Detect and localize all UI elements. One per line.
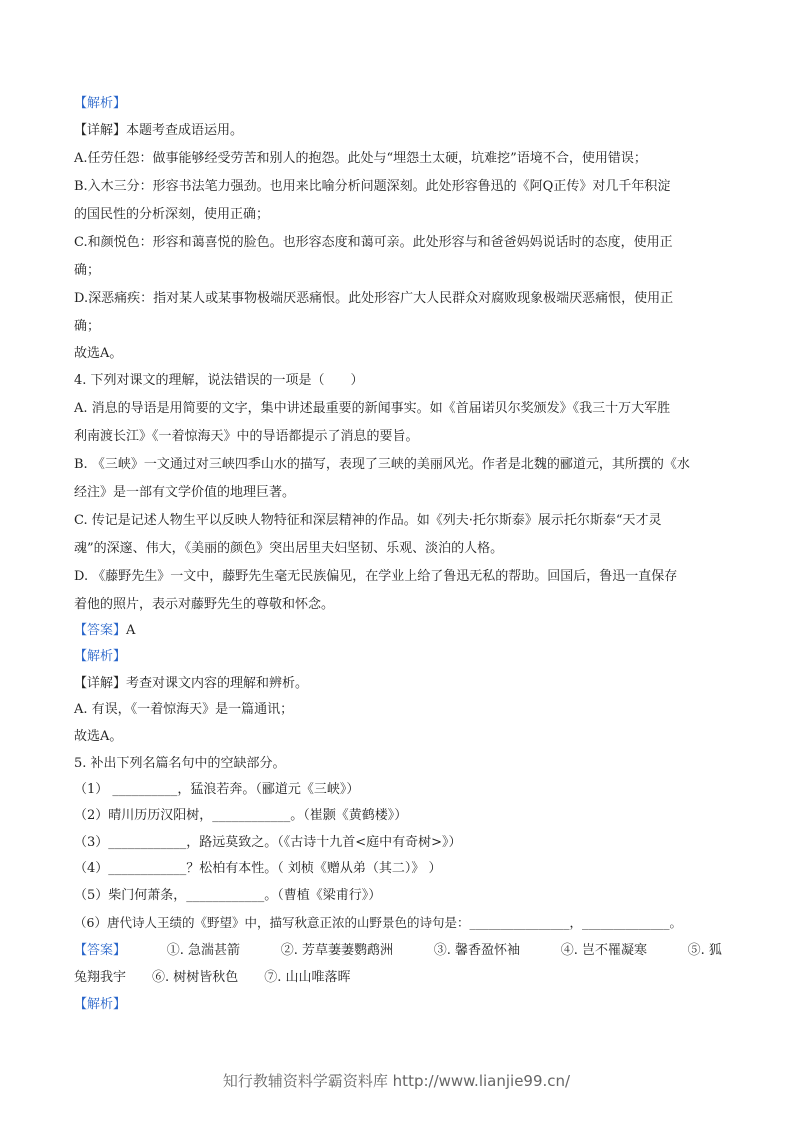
q5-item-6: （6）唐代诗人王绩的《野望》中，描写秋意正浓的山野景色的诗句是：________________，______________。 xyxy=(74,915,682,930)
option-b-cont: 的国民性的分析深刻，使用正确； xyxy=(74,207,270,222)
q4-option-b-cont: 经注》是一部有文学价值的地理巨著。 xyxy=(74,485,296,500)
answer-line-2 xyxy=(74,942,722,960)
answer-tag: 【答案】 xyxy=(74,623,127,638)
q5-item-1: （1） __________，猛浪若奔。（郦道元《三峡》） xyxy=(74,782,360,797)
q5-item-5: （5）柴门何萧条，____________。（曹植《梁甫行》） xyxy=(74,888,382,903)
question-4: 4. 下列对课文的理解，说法错误的一项是（ ） xyxy=(74,373,364,388)
answer-item-4: ④. 岂不罹凝寒 xyxy=(560,943,647,958)
footer-watermark: 知行教辅资料学霸资料库 http://www.lianjie99.cn/ xyxy=(222,1072,571,1090)
answer-item-3: ③. 馨香盈怀袖 xyxy=(433,943,520,958)
answer-item-5: ⑤. 狐 xyxy=(687,943,722,958)
option-d-cont: 确； xyxy=(74,319,101,334)
answer-tag-2: 【答案】 xyxy=(74,943,127,958)
q5-item-4: （4）____________？松柏有本性。（ 刘桢《赠从弟（其二）》 ） xyxy=(74,861,442,876)
detail-a-line: A. 有误，《一着惊海天》是一篇通讯； xyxy=(74,702,294,717)
choice-line: 故选A。 xyxy=(74,346,123,361)
analysis-tag: 【解析】 xyxy=(74,96,127,111)
q4-option-c: C. 传记是记述人物生平以反映人物特征和深层精神的作品。如《列夫·托尔斯泰》展示托尔斯泰“天才灵 xyxy=(74,513,662,528)
option-d-line: D.深恶痛疾：指对某人或某事物极端厌恶痛恨。此处形容广大人民群众对腐败现象极端厌恶痛恨，使用正 xyxy=(74,291,674,306)
q4-option-c-cont: 魂”的深邃、伟大，《美丽的颜色》突出居里夫妇坚韧、乐观、淡泊的人格。 xyxy=(74,541,504,556)
detail-line: 【详解】本题考查成语运用。 xyxy=(74,123,244,138)
q4-option-d: D. 《藤野先生》一文中，藤野先生毫无民族偏见，在学业上给了鲁迅无私的帮助。回国后，鲁迅一直保存 xyxy=(74,569,678,584)
option-c-line: C.和颜悦色：形容和蔼喜悦的脸色。也形容态度和蔼可亲。此处形容与和爸爸妈妈说话时的态度，使用正 xyxy=(74,235,673,250)
answer-item-1: ①. 急湍甚箭 xyxy=(166,943,240,958)
answer-item-2: ②. 芳草萋萋鹦鹉洲 xyxy=(280,943,393,958)
analysis-tag-3: 【解析】 xyxy=(74,997,127,1012)
q4-option-b: B. 《三峡》一文通过对三峡四季山水的描写，表现了三峡的美丽风光。作者是北魏的郦道元，其所撰的《水 xyxy=(74,457,690,472)
option-c-cont: 确； xyxy=(74,263,101,278)
question-5: 5. 补出下列名篇名句中的空缺部分。 xyxy=(74,756,286,771)
q5-item-2: （2）晴川历历汉阳树，____________。（崔颢《黄鹤楼》） xyxy=(74,808,408,823)
q4-option-a: A. 消息的导语是用简要的文字，集中讲述最重要的新闻事实。如《首届诺贝尔奖颁发》《我三十万大军胜 xyxy=(74,401,671,416)
option-b-line: B.入木三分：形容书法笔力强劲。也用来比喻分析问题深刻。此处形容鲁迅的《阿Q正传》对几千年积淀 xyxy=(74,179,671,194)
q4-option-a-cont: 利南渡长江》《一着惊海天》中的导语都提示了消息的要旨。 xyxy=(74,429,419,444)
q4-option-d-cont: 着他的照片，表示对藤野先生的尊敬和怀念。 xyxy=(74,597,335,612)
answer-cont: 兔翔我宇 ⑥. 树树皆秋色 ⑦. 山山唯落晖 xyxy=(74,970,351,985)
choice-line-2: 故选A。 xyxy=(74,729,123,744)
answer-line xyxy=(74,622,135,640)
q5-item-3: （3）____________，路远莫致之。（《古诗十九首<庭中有奇树>》） xyxy=(74,835,462,850)
detail-line-2: 【详解】考查对课文内容的理解和辨析。 xyxy=(74,676,309,691)
option-a-line: A.任劳任怨：做事能够经受劳苦和别人的抱怨。此处与“埋怨土太硬，坑难挖”语境不合，使用错误； xyxy=(74,151,647,166)
answer-value: A xyxy=(126,623,136,638)
analysis-tag-2: 【解析】 xyxy=(74,649,127,664)
